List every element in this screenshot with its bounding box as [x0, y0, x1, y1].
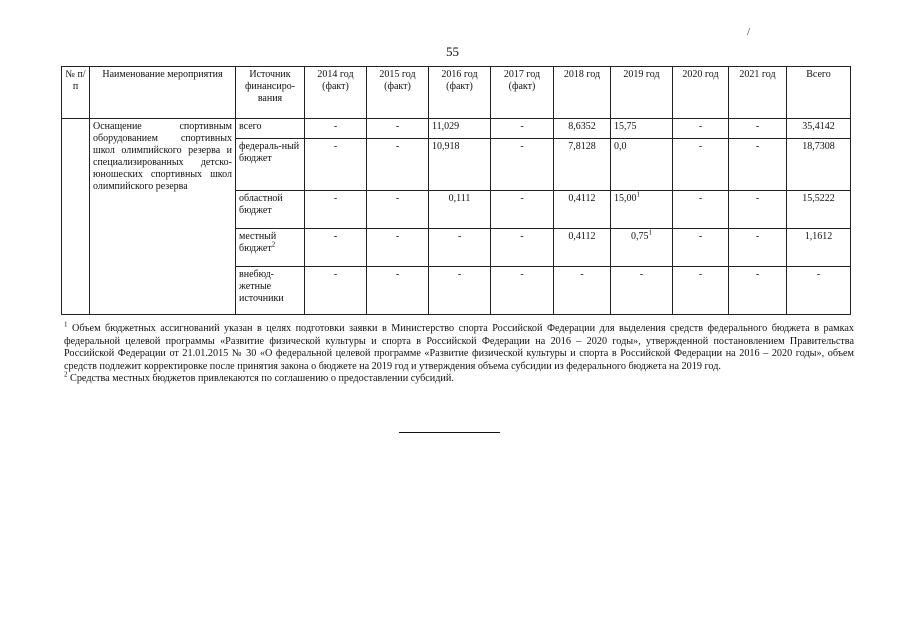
value-cell-2017: - — [491, 267, 554, 315]
page-number: 55 — [446, 44, 459, 59]
value-cell-2015: - — [367, 191, 429, 229]
stray-mark: / — [747, 26, 751, 38]
value-cell-total: 35,4142 — [787, 119, 851, 139]
value-cell-2014: - — [305, 267, 367, 315]
value-cell-2016: 11,029 — [429, 119, 491, 139]
value-cell-2016: 0,111 — [429, 191, 491, 229]
value-cell-2018: 0,4112 — [554, 191, 611, 229]
header-cell-2016: 2016 год (факт) — [429, 67, 491, 119]
header-cell-2021: 2021 год — [729, 67, 787, 119]
event-name-cell: Оснащение спортивным оборудованием спортивных школ олимпийского резерва и специализированных детско-юношеских спортивных школ олимпийского резерва — [90, 119, 236, 315]
value-cell-2020: - — [673, 229, 729, 267]
value-cell-total: 1,1612 — [787, 229, 851, 267]
value-cell-2016: - — [429, 267, 491, 315]
value-cell-2021: - — [729, 119, 787, 139]
value-cell-2019: 0,75$^1$ — [611, 229, 673, 267]
value-cell-total: - — [787, 267, 851, 315]
header-cell-2019: 2019 год — [611, 67, 673, 119]
value-cell-2017: - — [491, 139, 554, 191]
value-cell-2019: 0,0 — [611, 139, 673, 191]
value-cell-2019: 15,75 — [611, 119, 673, 139]
header-cell-event: Наименование мероприятия — [90, 67, 236, 119]
value-cell-2017: - — [491, 119, 554, 139]
value-cell-2014: - — [305, 139, 367, 191]
value-cell-2018: 0,4112 — [554, 229, 611, 267]
value-cell-2021: - — [729, 191, 787, 229]
header-cell-total: Всего — [787, 67, 851, 119]
value-cell-2016: 10,918 — [429, 139, 491, 191]
footnote: $^1$ Объем бюджетных ассигнований указан в целях подготовки заявки в Министерство спорта Российской Федерации для выделения средств федерального бюджета в рамках федеральной целевой программы «Развитие физической культуры и спорта в Российской Федерации на 2016 – 2020 годы», утвержденной постановлением Правительства Российской Федерации от 21.01.2015 № 30 «О федеральной целевой программе «Развитие физической культуры и спорта в Российской Федерации на 2016 – 2020 годы», объем средств подлежит корректировке после принятия закона о бюджете на 2019 год и утверждения объема субсидии из федерального бюджета на 2019 год. — [64, 320, 854, 372]
value-cell-2015: - — [367, 229, 429, 267]
value-cell-2019: - — [611, 267, 673, 315]
source-cell: местный бюджет$^2$ — [236, 229, 305, 267]
header-cell-2020: 2020 год — [673, 67, 729, 119]
table-header-row — [62, 67, 851, 119]
value-cell-2018: - — [554, 267, 611, 315]
source-cell: всего — [236, 119, 305, 139]
value-cell-total: 15,5222 — [787, 191, 851, 229]
value-cell-2017: - — [491, 191, 554, 229]
value-cell-2021: - — [729, 139, 787, 191]
value-cell-2014: - — [305, 191, 367, 229]
value-cell-2015: - — [367, 267, 429, 315]
value-cell-2015: - — [367, 139, 429, 191]
value-cell-2014: - — [305, 229, 367, 267]
footnotes — [64, 320, 854, 386]
row-number-cell — [62, 119, 90, 315]
source-cell: областной бюджет — [236, 191, 305, 229]
header-cell-number: № п/п — [62, 67, 90, 119]
value-cell-2018: 7,8128 — [554, 139, 611, 191]
footnote: $^2$ Средства местных бюджетов привлекаются по соглашению о предоставлении субсидий. — [64, 370, 454, 385]
value-cell-total: 18,7308 — [787, 139, 851, 191]
value-cell-2021: - — [729, 229, 787, 267]
header-cell-2014: 2014 год (факт) — [305, 67, 367, 119]
value-cell-2020: - — [673, 267, 729, 315]
end-divider — [399, 432, 500, 433]
value-cell-2016: - — [429, 229, 491, 267]
value-cell-2017: - — [491, 229, 554, 267]
value-cell-2014: - — [305, 119, 367, 139]
value-cell-2020: - — [673, 119, 729, 139]
value-cell-2019: 15,00$^1$ — [611, 191, 673, 229]
value-cell-2021: - — [729, 267, 787, 315]
table-row — [62, 119, 851, 139]
header-cell-2015: 2015 год (факт) — [367, 67, 429, 119]
value-cell-2020: - — [673, 191, 729, 229]
source-cell: федераль-ный бюджет — [236, 139, 305, 191]
header-cell-2018: 2018 год — [554, 67, 611, 119]
header-cell-2017: 2017 год (факт) — [491, 67, 554, 119]
source-cell: внебюд-жетные источники — [236, 267, 305, 315]
value-cell-2015: - — [367, 119, 429, 139]
header-cell-source: Источник финансиро-вания — [236, 67, 305, 119]
value-cell-2018: 8,6352 — [554, 119, 611, 139]
budget-table — [61, 66, 851, 315]
value-cell-2020: - — [673, 139, 729, 191]
